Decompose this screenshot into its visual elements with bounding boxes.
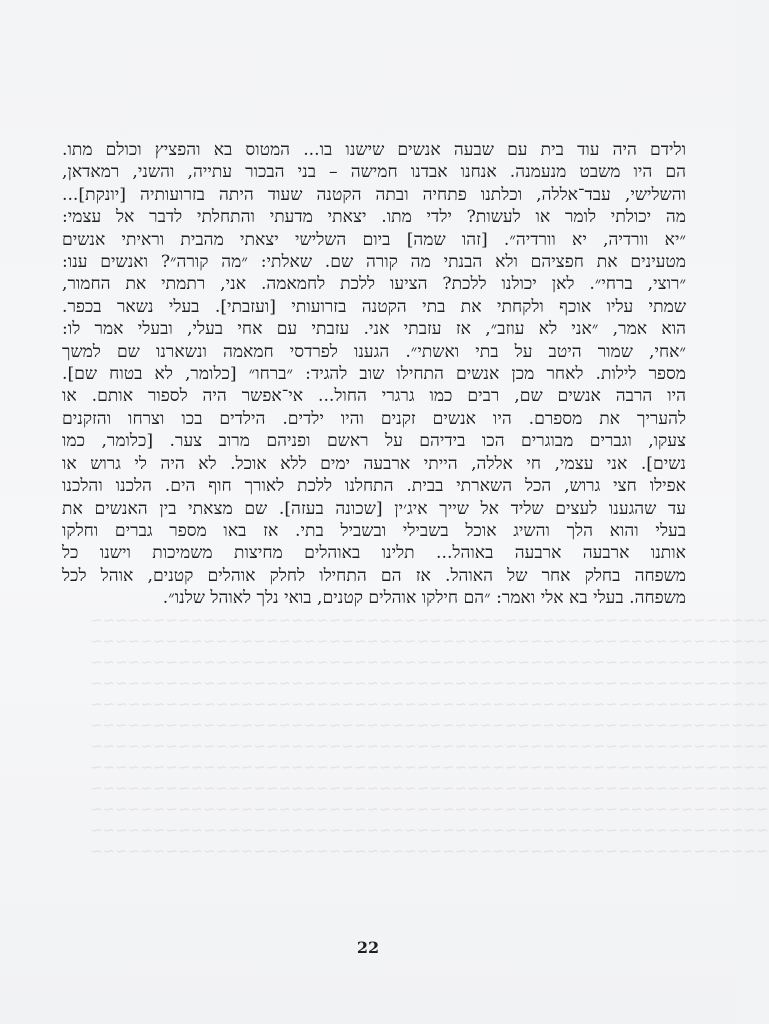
body-text (62, 139, 686, 610)
text-line: ״יא וורדיה, יא וורדיה״. [זהו שמה] ביום השלישי יצאתי מהבית וראיתי אנשים (62, 229, 686, 250)
text-line: משפחה בחלק אחר של האוהל. אז הם התחילו לחלק אוהלים קטנים, אוהל לכל (62, 565, 686, 586)
text-line: הם היו משבט מנעמנה. אנחנו אבדנו חמישה – בני הבכור עתייה, והשני, רמאדאן, (62, 162, 686, 183)
text-line: להעריך את מספרם. היו אנשים זקנים והיו ילדים. הילדים בכו וצרחו והזקנים (62, 408, 686, 429)
text-line: והשלישי, עבד־אללה, וכלתנו פתחיה ובתה הקטנה שעוד היתה בזרועותיה [יונקת]... (62, 184, 686, 205)
text-line: צעקו, וגברים מבוגרים הכו בידיהם על ראשם ופניהם מרוב צער. [כלומר, כמו (62, 431, 686, 452)
text-line: אפילו חצי גרוש, הכל השארתי בבית. התחלנו ללכת לאורך חוף הים. הלכנו והלכנו (62, 476, 686, 497)
text-line: מספר לילות. לאחר מכן אנשים התחילו שוב להגיד: ״ברחו״ [כלומר, לא בטוח שם]. (62, 364, 686, 385)
text-line: ״אחי, שמור היטב על בתי ואשתי״. הגענו לפרדסי חמאמה ונשארנו שם למשך (62, 341, 686, 362)
text-line: נשים]. אני עצמי, חי אללה, הייתי ארבעה ימים ללא אוכל. לא היה לי גרוש או (62, 453, 686, 474)
show-through-text: ~~~~~~~~~~~~~~~~~~~~~~~~~~~~~~~~~~~~~~~~~~~~~~~~~~~~~~ ~~~~~~~~~~~~~~~~~~~~~~~~~~~~~~~~~~~~~~~~~~~~~~~~~~~~~~ ~~~~~~~~~~~~~~~~~~~~~~~~~~~~~~~~~~~~~~~~~~~~~~~~~~~~~~ ~~~~~~~~~~~~~~~~~~~~~~~~~~~~~~~~~~~~~~~~~~~~~~~~~~~~~~ ~~~~~~~~~~~~~~~~~~~~~~~~~~~~~~~~~~~~~~~~~~~~~~~~~~~~~~ ~~~~~~~~~~~~~~~~~~~~~~~~~~~~~~~~~~~~~~~~~~~~~~~~~~~~~~ ~~~~~~~~~~~~~~~~~~~~~~~~~~~~~~~~~~~~~~~~~~~~~~~~~~~~~~ ~~~~~~~~~~~~~~~~~~~~~~~~~~~~~~~~~~~~~~~~~~~~~~~~~~~~~~ ~~~~~~~~~~~~~~~~~~~~~~~~~~~~~~~~~~~~~~~~~~~~~~~~~~~~~~ ~~~~~~~~~~~~~~~~~~~~~~~~~~~~~~~~~~~~~~~~~~~~~~~~~~~~~~ ~~~~~~~~~~~~~~~~~~~~~~~~~~~~~~~~~~~~~~~~~~~~~~~~~~~~~~ ~~~~~~~~~~~~~~~~~~~~~~~~~~~~~~~~~~~~~~~~~~~~~~~~~~~~~~ (90, 611, 769, 860)
text-line: שמתי עליו אוכף ולקחתי את בתי הקטנה בזרועותי [ועזבתי]. בעלי נשאר בכפר. (62, 296, 686, 317)
text-line: אותנו ארבעה ארבעה באוהל... תלינו באוהלים מחיצות משמיכות וישנו כל (62, 543, 686, 564)
text-line: הוא אמר, ״אני לא עוזב״, אז עזבתי אני. עזבתי עם אחי בעלי, ובעלי אמר לו: (62, 319, 686, 340)
text-line: עד שהגענו לעצים שליד אל שייך איג׳ין [שכונה בעזה]. שם מצאתי בין האנשים את (62, 498, 687, 519)
text-line: מטעינים את חפציהם ולא הבנתי מה קורה שם. שאלתי: ״מה קורה״? ואנשים ענו: (62, 252, 686, 273)
text-line: ולידם היה עוד בית עם שבעה אנשים שישנו בו... המטוס בא והפציץ וכולם מתו. (62, 140, 686, 160)
page-number: 22 (356, 938, 380, 957)
text-line: בעלי והוא הלך והשיג אוכל בשבילי ובשביל בתי. אז באו מספר גברים וחלקו (62, 520, 686, 541)
text-line: משפחה. בעלי בא אלי ואמר: ״הם חילקו אוהלים קטנים, בואי נלך לאוהל שלנו״. (162, 588, 686, 609)
text-line: ״רוצי, ברחי״. לאן יכולנו ללכת? הציעו ללכת לחמאמה. אני, רתמתי את החמור, (62, 274, 686, 295)
text-line: היו הרבה אנשים שם, רבים כמו גרגרי החול... אי־אפשר היה לספור אותם. או (62, 386, 686, 407)
text-line: מה יכולתי לומר או לעשות? ילדי מתו. יצאתי מדעתי והתחלתי לדבר אל עצמי: (62, 207, 686, 228)
